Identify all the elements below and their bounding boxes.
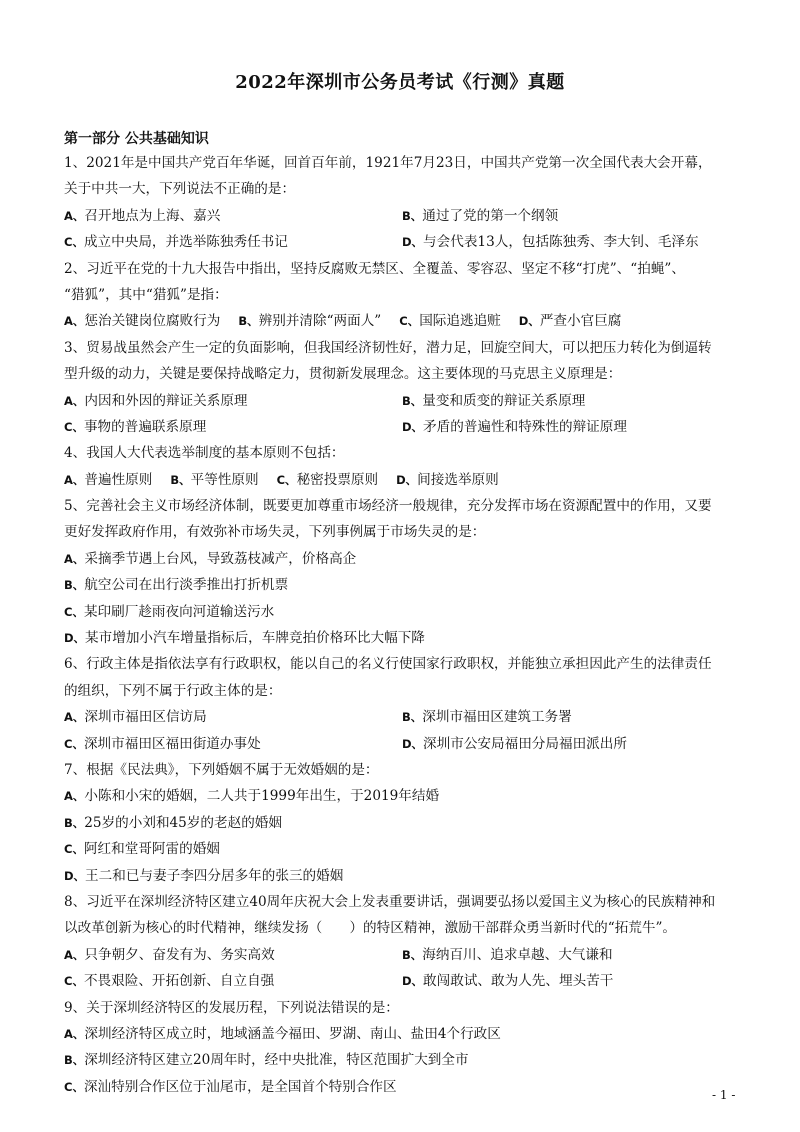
option-text: 与会代表13人，包括陈独秀、李大钊、毛泽东 (423, 234, 699, 251)
option-label: B、 (402, 393, 423, 408)
question-item (64, 150, 740, 256)
option-cell (64, 203, 402, 229)
option-text: 严查小官巨腐 (539, 313, 622, 330)
option-text: 某市增加小汽车增量指标后，车牌竞拍价格环比大幅下降 (85, 630, 425, 647)
option (64, 810, 282, 836)
option-cell (64, 968, 402, 994)
option-label: A、 (64, 789, 85, 804)
option (402, 973, 613, 989)
option-text: 惩治关键岗位腐败行为 (84, 313, 221, 330)
option-cell (64, 388, 402, 414)
section-heading: 第一部分 公共基础知识 (64, 131, 209, 147)
option (64, 1074, 397, 1100)
option-label: A、 (64, 393, 85, 408)
option-label: D、 (402, 974, 424, 989)
option-row (64, 1021, 740, 1047)
option-cell (396, 467, 499, 493)
option-text: 深汕特别合作区位于汕尾市，是全国首个特别合作区 (83, 1078, 397, 1095)
option (64, 393, 248, 409)
option (64, 313, 220, 329)
option (64, 1021, 501, 1047)
option (277, 472, 379, 488)
option-text: 国际追逃追赃 (419, 313, 501, 330)
option-text: 海纳百川、追求卓越、大气谦和 (422, 946, 613, 963)
question-stem: 8、习近平在深圳经济特区建立40周年庆祝大会上发表重要讲话，强调要弘扬以爱国主义为核心的民族精神和 (64, 893, 716, 910)
option-label: C、 (276, 472, 297, 487)
option-row (64, 625, 740, 651)
option-row (64, 1074, 740, 1100)
option-text: 深圳市福田区信访局 (84, 709, 207, 726)
option (402, 947, 613, 963)
option (402, 736, 627, 752)
option-text: 量变和质变的辩证关系原理 (422, 392, 586, 409)
option-row (64, 467, 740, 493)
option-text: 深圳经济特区成立时，地域涵盖今福田、罗湖、南山、盐田4个行政区 (84, 1025, 501, 1042)
option (402, 419, 627, 435)
option (402, 208, 558, 224)
option-label: C、 (64, 736, 84, 751)
option-label: B、 (238, 314, 259, 329)
option-label: A、 (64, 710, 85, 725)
option-label: B、 (402, 208, 423, 223)
option-label: A、 (64, 472, 85, 487)
option (64, 709, 207, 725)
option-label: D、 (402, 736, 424, 751)
option-row (64, 783, 740, 809)
option-cell (238, 308, 381, 334)
option-row (64, 836, 740, 862)
question-item (64, 493, 740, 651)
option-text: 某印刷厂趁雨夜向河道输送污水 (83, 603, 275, 620)
option-row (64, 229, 740, 255)
question-item (64, 335, 740, 441)
question-stem: 更好发挥政府作用，有效弥补市场失灵，下列事例属于市场失灵的是： (64, 524, 486, 541)
option-label: A、 (64, 551, 85, 566)
option-text: 不畏艰险、开拓创新、自立自强 (83, 973, 275, 990)
option-label: B、 (64, 1053, 85, 1068)
option-cell (402, 388, 740, 414)
option-label: A、 (64, 1026, 85, 1041)
page-number: - 1 - (712, 1088, 736, 1102)
option-text: 深圳市公安局福田分局福田派出所 (423, 735, 627, 752)
option-cell (519, 308, 622, 334)
option (64, 736, 261, 752)
option-label: B、 (64, 815, 85, 830)
option-cell (402, 704, 740, 730)
question-stem: 关于中共一大，下列说法不正确的是： (64, 181, 296, 198)
option-row (64, 810, 740, 836)
option-text: 只争朝夕、奋发有为、务实高效 (84, 946, 275, 963)
question-stem: 型升级的动力，关键是要保持战略定力，贯彻新发展理念。这主要体现的马克思主义原理是： (64, 366, 622, 383)
option-row (64, 704, 740, 730)
option-cell (402, 414, 740, 440)
option-label: C、 (64, 842, 84, 857)
question-item (64, 256, 740, 335)
option-row (64, 203, 740, 229)
option (519, 313, 622, 329)
option-row (64, 388, 740, 414)
option (402, 709, 572, 725)
option-row (64, 968, 740, 994)
option (64, 419, 206, 435)
option-text: 秘密投票原则 (296, 471, 379, 488)
option (64, 783, 439, 809)
option-label: D、 (402, 235, 424, 250)
question-stem: 3、贸易战虽然会产生一定的负面影响，但我国经济韧性好，潜力足，回旋空间大，可以把压力转化为倒逼转 (64, 339, 712, 356)
option-row (64, 546, 740, 572)
option (396, 472, 499, 488)
option-cell (402, 942, 740, 968)
option-label: B、 (170, 472, 191, 487)
option-cell (402, 203, 740, 229)
option-row (64, 572, 740, 598)
option-label: C、 (64, 604, 84, 619)
question-item (64, 757, 740, 889)
option-text: 间接选举原则 (417, 471, 499, 488)
option-label: C、 (64, 419, 84, 434)
question-stem: 9、关于深圳经济特区的发展历程，下列说法错误的是： (64, 999, 399, 1016)
option-label: B、 (402, 947, 423, 962)
option (64, 973, 274, 989)
option-label: D、 (64, 631, 86, 646)
option-text: 深圳市福田区建筑工务署 (422, 709, 572, 726)
option-row (64, 308, 740, 334)
question-item (64, 889, 740, 995)
question-stem: 1、2021年是中国共产党百年华诞，回首百年前，1921年7月23日，中国共产党第一次全国代表大会开幕， (64, 155, 712, 171)
option (64, 599, 274, 625)
option-label: C、 (64, 235, 84, 250)
option-label: B、 (64, 578, 85, 593)
option (399, 313, 501, 329)
option-cell (277, 467, 379, 493)
option-text: 通过了党的第一个纲领 (422, 207, 559, 224)
question-stem: 的组织，下列不属于行政主体的是： (64, 682, 282, 699)
option (402, 234, 699, 250)
option-text: 采摘季节遇上台风，导致荔枝减产，价格高企 (84, 550, 357, 567)
option-cell (399, 308, 501, 334)
option-label: C、 (399, 314, 420, 329)
option (64, 572, 288, 598)
option-row (64, 599, 740, 625)
option-text: 小陈和小宋的婚姻，二人共于1999年出生，于2019年结婚 (84, 788, 440, 805)
option (64, 863, 343, 889)
option-text: 王二和已与妻子李四分居多年的张三的婚姻 (85, 867, 344, 884)
option-text: 辨别并清除“两面人” (258, 313, 382, 330)
option-row (64, 731, 740, 757)
option-cell (64, 731, 402, 757)
option-label: D、 (64, 868, 86, 883)
option-label: A、 (64, 208, 85, 223)
option-row (64, 942, 740, 968)
question-stem: 4、我国人大代表选举制度的基本原则不包括： (64, 445, 345, 462)
question-item (64, 651, 740, 757)
question-stem: “猎狐”，其中“猎狐”是指： (64, 286, 228, 303)
option-cell (64, 942, 402, 968)
option-text: 事物的普遍联系原理 (83, 418, 207, 435)
option-cell (64, 229, 402, 255)
question-stem: 5、完善社会主义市场经济体制，既要更加尊重市场经济一般规律，充分发挥市场在资源配置中的作用，又要 (64, 498, 712, 515)
option-cell (64, 704, 402, 730)
option-label: C、 (64, 1079, 84, 1094)
option-row (64, 414, 740, 440)
option (64, 947, 275, 963)
question-stem: 7、根据《民法典》，下列婚姻不属于无效婚姻的是： (64, 761, 379, 778)
option (402, 393, 585, 409)
option-label: A、 (64, 314, 85, 329)
option-text: 深圳经济特区建立20周年时，经中央批准，特区范围扩大到全市 (84, 1052, 469, 1069)
option-label: D、 (518, 314, 540, 329)
option-label: D、 (396, 472, 418, 487)
option-text: 内因和外因的辩证关系原理 (84, 392, 248, 409)
option (238, 313, 381, 329)
option-label: C、 (64, 974, 84, 989)
option (170, 472, 258, 488)
option-cell (402, 731, 740, 757)
option-text: 阿红和堂哥阿雷的婚姻 (83, 841, 220, 858)
question-stem: 以改革创新为核心的时代精神，继续发扬（ ）的特区精神，激励干部群众勇当新时代的“拓荒牛”。 (64, 920, 677, 937)
option (64, 546, 356, 572)
option-cell (170, 467, 258, 493)
question-list (64, 150, 740, 1100)
question-stem: 6、行政主体是指依法享有行政职权，能以自己的名义行使国家行政职权，并能独立承担因此产生的法律责任 (64, 656, 712, 673)
option-label: B、 (402, 710, 423, 725)
option-text: 敢闯敢试、敢为人先、埋头苦干 (423, 973, 614, 990)
option (64, 472, 152, 488)
option (64, 1047, 469, 1073)
option (64, 836, 220, 862)
option-text: 平等性原则 (190, 471, 259, 488)
option-text: 矛盾的普遍性和特殊性的辩证原理 (423, 418, 627, 435)
option-text: 成立中央局，并选举陈独秀任书记 (83, 234, 288, 251)
option-row (64, 863, 740, 889)
option-text: 深圳市福田区福田街道办事处 (83, 735, 261, 752)
option-cell (402, 229, 740, 255)
option-text: 航空公司在出行淡季推出打折机票 (84, 577, 289, 594)
option (64, 234, 288, 250)
option-text: 25岁的小刘和45岁的老赵的婚姻 (84, 814, 282, 831)
option-cell (402, 968, 740, 994)
option-cell (64, 467, 152, 493)
question-item (64, 440, 740, 493)
option-cell (64, 414, 402, 440)
option-text: 召开地点为上海、嘉兴 (84, 207, 221, 224)
option-cell (64, 308, 220, 334)
option-label: A、 (64, 947, 85, 962)
option-text: 普遍性原则 (84, 471, 153, 488)
page-title: 2022年深圳市公务员考试《行测》真题 (235, 72, 565, 93)
option-label: D、 (402, 419, 424, 434)
question-item (64, 995, 740, 1101)
option-row (64, 1047, 740, 1073)
question-stem: 2、习近平在党的十九大报告中指出，坚持反腐败无禁区、全覆盖、零容忍、坚定不移“打虎”、“拍蝇”、 (64, 260, 685, 277)
option (64, 625, 425, 651)
option (64, 208, 220, 224)
